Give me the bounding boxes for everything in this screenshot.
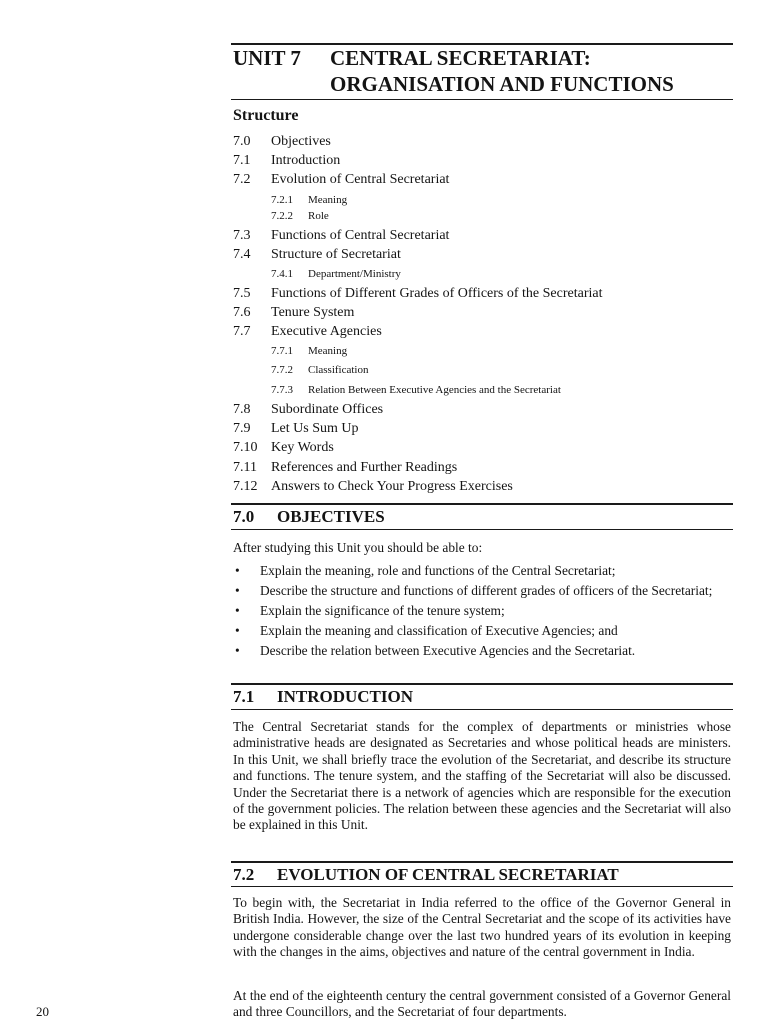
toc-number: 7.2.1 bbox=[271, 194, 293, 206]
page-number: 20 bbox=[36, 1004, 49, 1019]
section-bottom-rule bbox=[231, 886, 733, 887]
bullet-icon: • bbox=[235, 623, 240, 638]
unit-number: UNIT 7 bbox=[233, 46, 301, 70]
toc-number: 7.4.1 bbox=[271, 268, 293, 280]
objectives-list bbox=[233, 563, 731, 663]
toc-label: Let Us Sum Up bbox=[271, 421, 359, 436]
toc-label: Tenure System bbox=[271, 305, 355, 320]
toc-number: 7.0 bbox=[233, 134, 251, 149]
toc-number: 7.7 bbox=[233, 324, 251, 339]
toc-label: Introduction bbox=[271, 153, 341, 168]
toc-number: 7.5 bbox=[233, 286, 251, 301]
bullet-icon: • bbox=[235, 643, 240, 658]
toc-number: 7.3 bbox=[233, 228, 251, 243]
section-number: 7.1 bbox=[233, 687, 255, 706]
unit-title-line-1: CENTRAL SECRETARIAT: bbox=[330, 46, 591, 70]
toc-label: Executive Agencies bbox=[271, 324, 382, 339]
toc-label: Classification bbox=[308, 364, 369, 376]
toc-label: Relation Between Executive Agencies and the Secretariat bbox=[308, 384, 561, 396]
header-bottom-rule bbox=[231, 99, 733, 100]
toc-number: 7.7.1 bbox=[271, 345, 293, 357]
bullet-icon: • bbox=[235, 583, 240, 598]
toc-number: 7.7.2 bbox=[271, 364, 293, 376]
list-item bbox=[233, 563, 731, 579]
bullet-icon: • bbox=[235, 563, 240, 578]
structure-heading: Structure bbox=[233, 107, 299, 124]
toc-label: Meaning bbox=[308, 194, 348, 206]
objectives-intro: After studying this Unit you should be able to: bbox=[233, 540, 483, 555]
toc-label: Objectives bbox=[271, 134, 331, 149]
section-title: INTRODUCTION bbox=[277, 687, 414, 706]
toc-number: 7.12 bbox=[233, 479, 258, 494]
list-item-text: Explain the significance of the tenure system; bbox=[260, 603, 505, 618]
toc-number: 7.10 bbox=[233, 440, 258, 455]
toc-number: 7.6 bbox=[233, 305, 251, 320]
evolution-paragraph-2: At the end of the eighteenth century the central government consisted of a Governor General and three Councillors, and the Secretariat of four departments. bbox=[233, 988, 731, 1020]
list-item-text: Explain the meaning and classification of Executive Agencies; and bbox=[260, 623, 618, 638]
toc-label: Meaning bbox=[308, 345, 348, 357]
list-item-text: Describe the relation between Executive Agencies and the Secretariat. bbox=[260, 643, 636, 658]
toc-number: 7.7.3 bbox=[271, 384, 293, 396]
toc-label: Department/Ministry bbox=[308, 268, 401, 280]
toc-number: 7.1 bbox=[233, 153, 251, 168]
section-number: 7.0 bbox=[233, 507, 255, 526]
list-item-text: Describe the structure and functions of different grades of officers of the Secretariat; bbox=[260, 583, 713, 598]
toc-label: Key Words bbox=[271, 440, 334, 455]
toc-label: Evolution of Central Secretariat bbox=[271, 172, 450, 187]
list-item-text: Explain the meaning, role and functions of the Central Secretariat; bbox=[260, 563, 616, 578]
unit-title-line-2: ORGANISATION AND FUNCTIONS bbox=[330, 72, 674, 96]
toc-label: Structure of Secretariat bbox=[271, 247, 401, 262]
toc-label: Answers to Check Your Progress Exercises bbox=[271, 479, 513, 494]
section-number: 7.2 bbox=[233, 865, 255, 884]
evolution-paragraph-1: To begin with, the Secretariat in India referred to the office of the Governor General in British India. However, the size of the Central Secretariat and the scope of its activities have undergone considerable change over the last two hundred years of its evolution in keeping with the changes in the aims, objectives and nature of the central government in India. bbox=[233, 895, 731, 960]
toc-label: References and Further Readings bbox=[271, 460, 458, 475]
toc-label: Subordinate Offices bbox=[271, 402, 384, 417]
toc-number: 7.11 bbox=[233, 460, 257, 475]
section-top-rule bbox=[231, 861, 733, 863]
list-item bbox=[233, 623, 731, 639]
section-title: OBJECTIVES bbox=[277, 507, 385, 526]
toc-number: 7.2.2 bbox=[271, 210, 293, 222]
section-title: EVOLUTION OF CENTRAL SECRETARIAT bbox=[277, 865, 619, 884]
list-item bbox=[233, 643, 731, 659]
toc-label: Functions of Central Secretariat bbox=[271, 228, 450, 243]
toc-number: 7.9 bbox=[233, 421, 251, 436]
toc-label: Functions of Different Grades of Officers of the Secretariat bbox=[271, 286, 603, 301]
bullet-icon: • bbox=[235, 603, 240, 618]
toc-number: 7.8 bbox=[233, 402, 251, 417]
toc-number: 7.2 bbox=[233, 172, 251, 187]
introduction-paragraph: The Central Secretariat stands for the complex of departments or ministries whose administrative heads are designated as Secretaries and whose political heads are ministers. In this Unit, we shall briefly trace the evolution of the Secretariat, and describe its structure and functions. The tenure system, and the staffing of the Secretariat will also be discussed. Under the Secretariat there is a network of agencies which are responsible for the execution of the government policies. The relation between these agencies and the Secretariat will also be explained in this Unit. bbox=[233, 719, 731, 833]
section-top-rule bbox=[231, 683, 733, 685]
section-bottom-rule bbox=[231, 709, 733, 710]
toc-number: 7.4 bbox=[233, 247, 251, 262]
section-top-rule bbox=[231, 503, 733, 505]
section-bottom-rule bbox=[231, 529, 733, 530]
header-top-rule bbox=[231, 43, 733, 45]
list-item bbox=[233, 583, 731, 599]
list-item bbox=[233, 603, 731, 619]
toc-label: Role bbox=[308, 210, 329, 222]
